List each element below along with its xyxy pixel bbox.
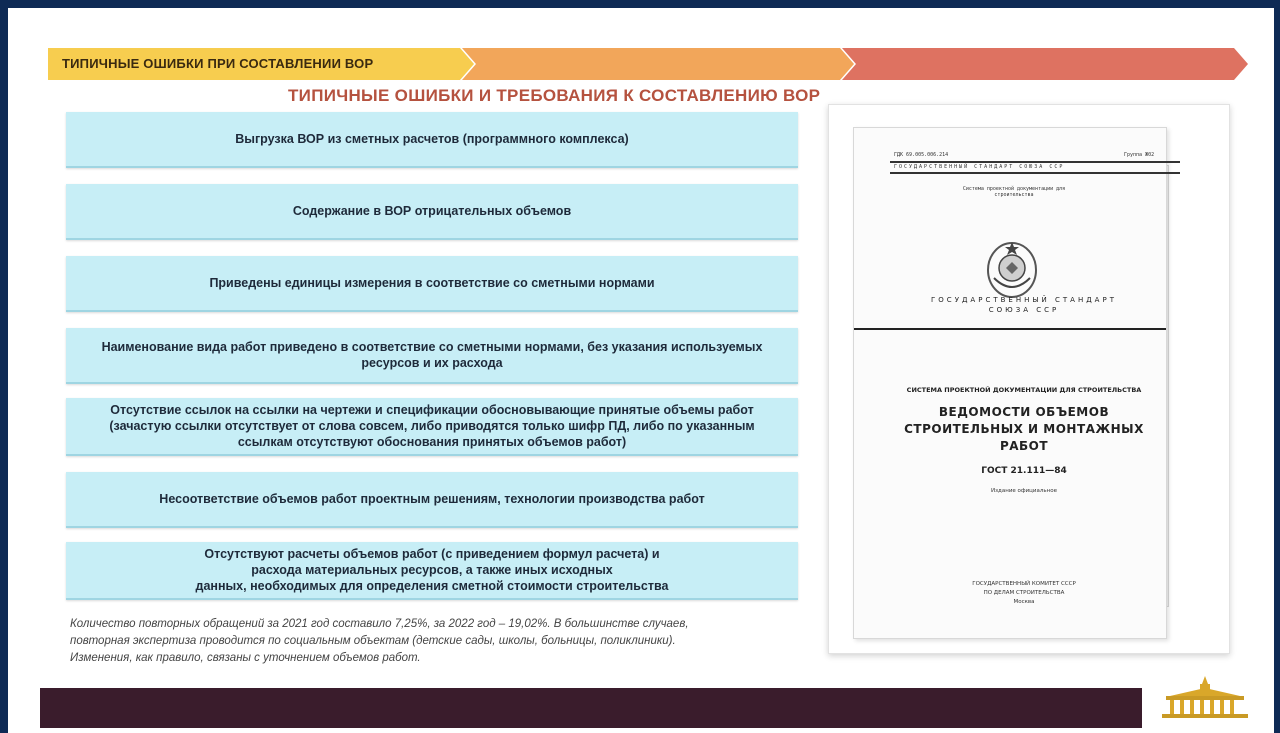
committee-line: Москва [1013, 599, 1035, 605]
error-text: ресурсов и их расхода [361, 356, 503, 370]
document-union: СОЮЗА ССР [988, 306, 1060, 314]
document-title-line: СТРОИТЕЛЬНЫХ И МОНТАЖНЫХ [904, 422, 1144, 436]
document-header-standard: ГОСУДАРСТВЕННЫЙ СТАНДАРТ СОЮЗА ССР [894, 164, 1065, 170]
error-item [66, 542, 798, 600]
document-system-small: Система проектной документации для строительства [962, 186, 1066, 198]
page-subtitle: ТИПИЧНЫЕ ОШИБКИ И ТРЕБОВАНИЯ К СОСТАВЛЕНИЮ ВОР [288, 86, 821, 105]
document-committee [884, 580, 1164, 607]
slide [8, 8, 1274, 733]
error-text: данных, необходимых для определения сметной стоимости строительства [195, 579, 669, 593]
committee-line: ПО ДЕЛАМ СТРОИТЕЛЬСТВА [983, 590, 1065, 596]
error-item [66, 328, 798, 384]
document-divider [890, 161, 1180, 163]
error-text: Отсутствуют расчеты объемов работ (с приведением формул расчета) и [204, 547, 660, 561]
document-system: СИСТЕМА ПРОЕКТНОЙ ДОКУМЕНТАЦИИ ДЛЯ СТРОИТЕЛЬСТВА [906, 386, 1142, 394]
document-divider [890, 172, 1180, 174]
note-line: Изменения, как правило, связаны с уточнением объемов работ. [70, 652, 421, 664]
error-item [66, 472, 798, 528]
section-breadcrumb [48, 46, 1248, 82]
document-state-standard: ГОСУДАРСТВЕННЫЙ СТАНДАРТ [931, 296, 1117, 304]
document-group: Группа Ж02 [1124, 152, 1155, 158]
committee-line: ГОСУДАРСТВЕННЫЙ КОМИТЕТ СССР [972, 581, 1076, 587]
document-cover [853, 127, 1167, 639]
error-text: ссылкам отсутствуют обоснования принятых объемов работ) [237, 435, 627, 449]
error-text: Приведены единицы измерения в соответствие со сметными нормами [209, 276, 655, 290]
error-item [66, 256, 798, 312]
ussr-emblem-icon [984, 238, 1040, 300]
note-line: Количество повторных обращений за 2021 год составило 7,25%, за 2022 год – 19,02%. В большинстве случаев, [70, 618, 689, 630]
statistics-note [70, 616, 810, 667]
error-text: (зачастую ссылки отсутствует от слова совсем, либо приводятся только шифр ПД, либо по указанным [109, 419, 755, 433]
document-title [884, 404, 1164, 455]
error-item [66, 398, 798, 456]
breadcrumb-segment-3 [842, 48, 1248, 80]
document-title-line: РАБОТ [999, 439, 1049, 453]
error-text: Содержание в ВОР отрицательных объемов [292, 204, 572, 218]
error-text: Выгрузка ВОР из сметных расчетов (программного комплекса) [235, 132, 629, 146]
breadcrumb-title: ТИПИЧНЫЕ ОШИБКИ ПРИ СОСТАВЛЕНИИ ВОР [62, 56, 374, 71]
document-gost-number: ГОСТ 21.111—84 [981, 466, 1067, 476]
error-text: Несоответствие объемов работ проектным решениям, технологии производства работ [159, 492, 705, 506]
footer-bar [40, 688, 1142, 728]
breadcrumb-segment-2 [462, 48, 854, 80]
gost-document-image [828, 104, 1230, 654]
government-building-logo-icon [1150, 670, 1260, 722]
document-divider [854, 328, 1166, 330]
error-text: расхода материальных ресурсов, а также иных исходных [251, 563, 613, 577]
error-text: Наименование вида работ приведено в соответствие со сметными нормами, без указания используемых [101, 340, 763, 354]
error-item [66, 184, 798, 240]
note-line: повторная экспертиза проводится по социальным объектам (детские сады, школы, больницы, поликлиники). [70, 635, 676, 647]
document-edition: Издание официальное [991, 488, 1057, 494]
error-text: Отсутствие ссылок на ссылки на чертежи и спецификации обосновывающие принятые объемы работ [110, 403, 754, 417]
error-item [66, 112, 798, 168]
document-title-line: ВЕДОМОСТИ ОБЪЕМОВ [938, 405, 1110, 419]
document-code: ГДК 69.005.006.214 [894, 152, 949, 158]
